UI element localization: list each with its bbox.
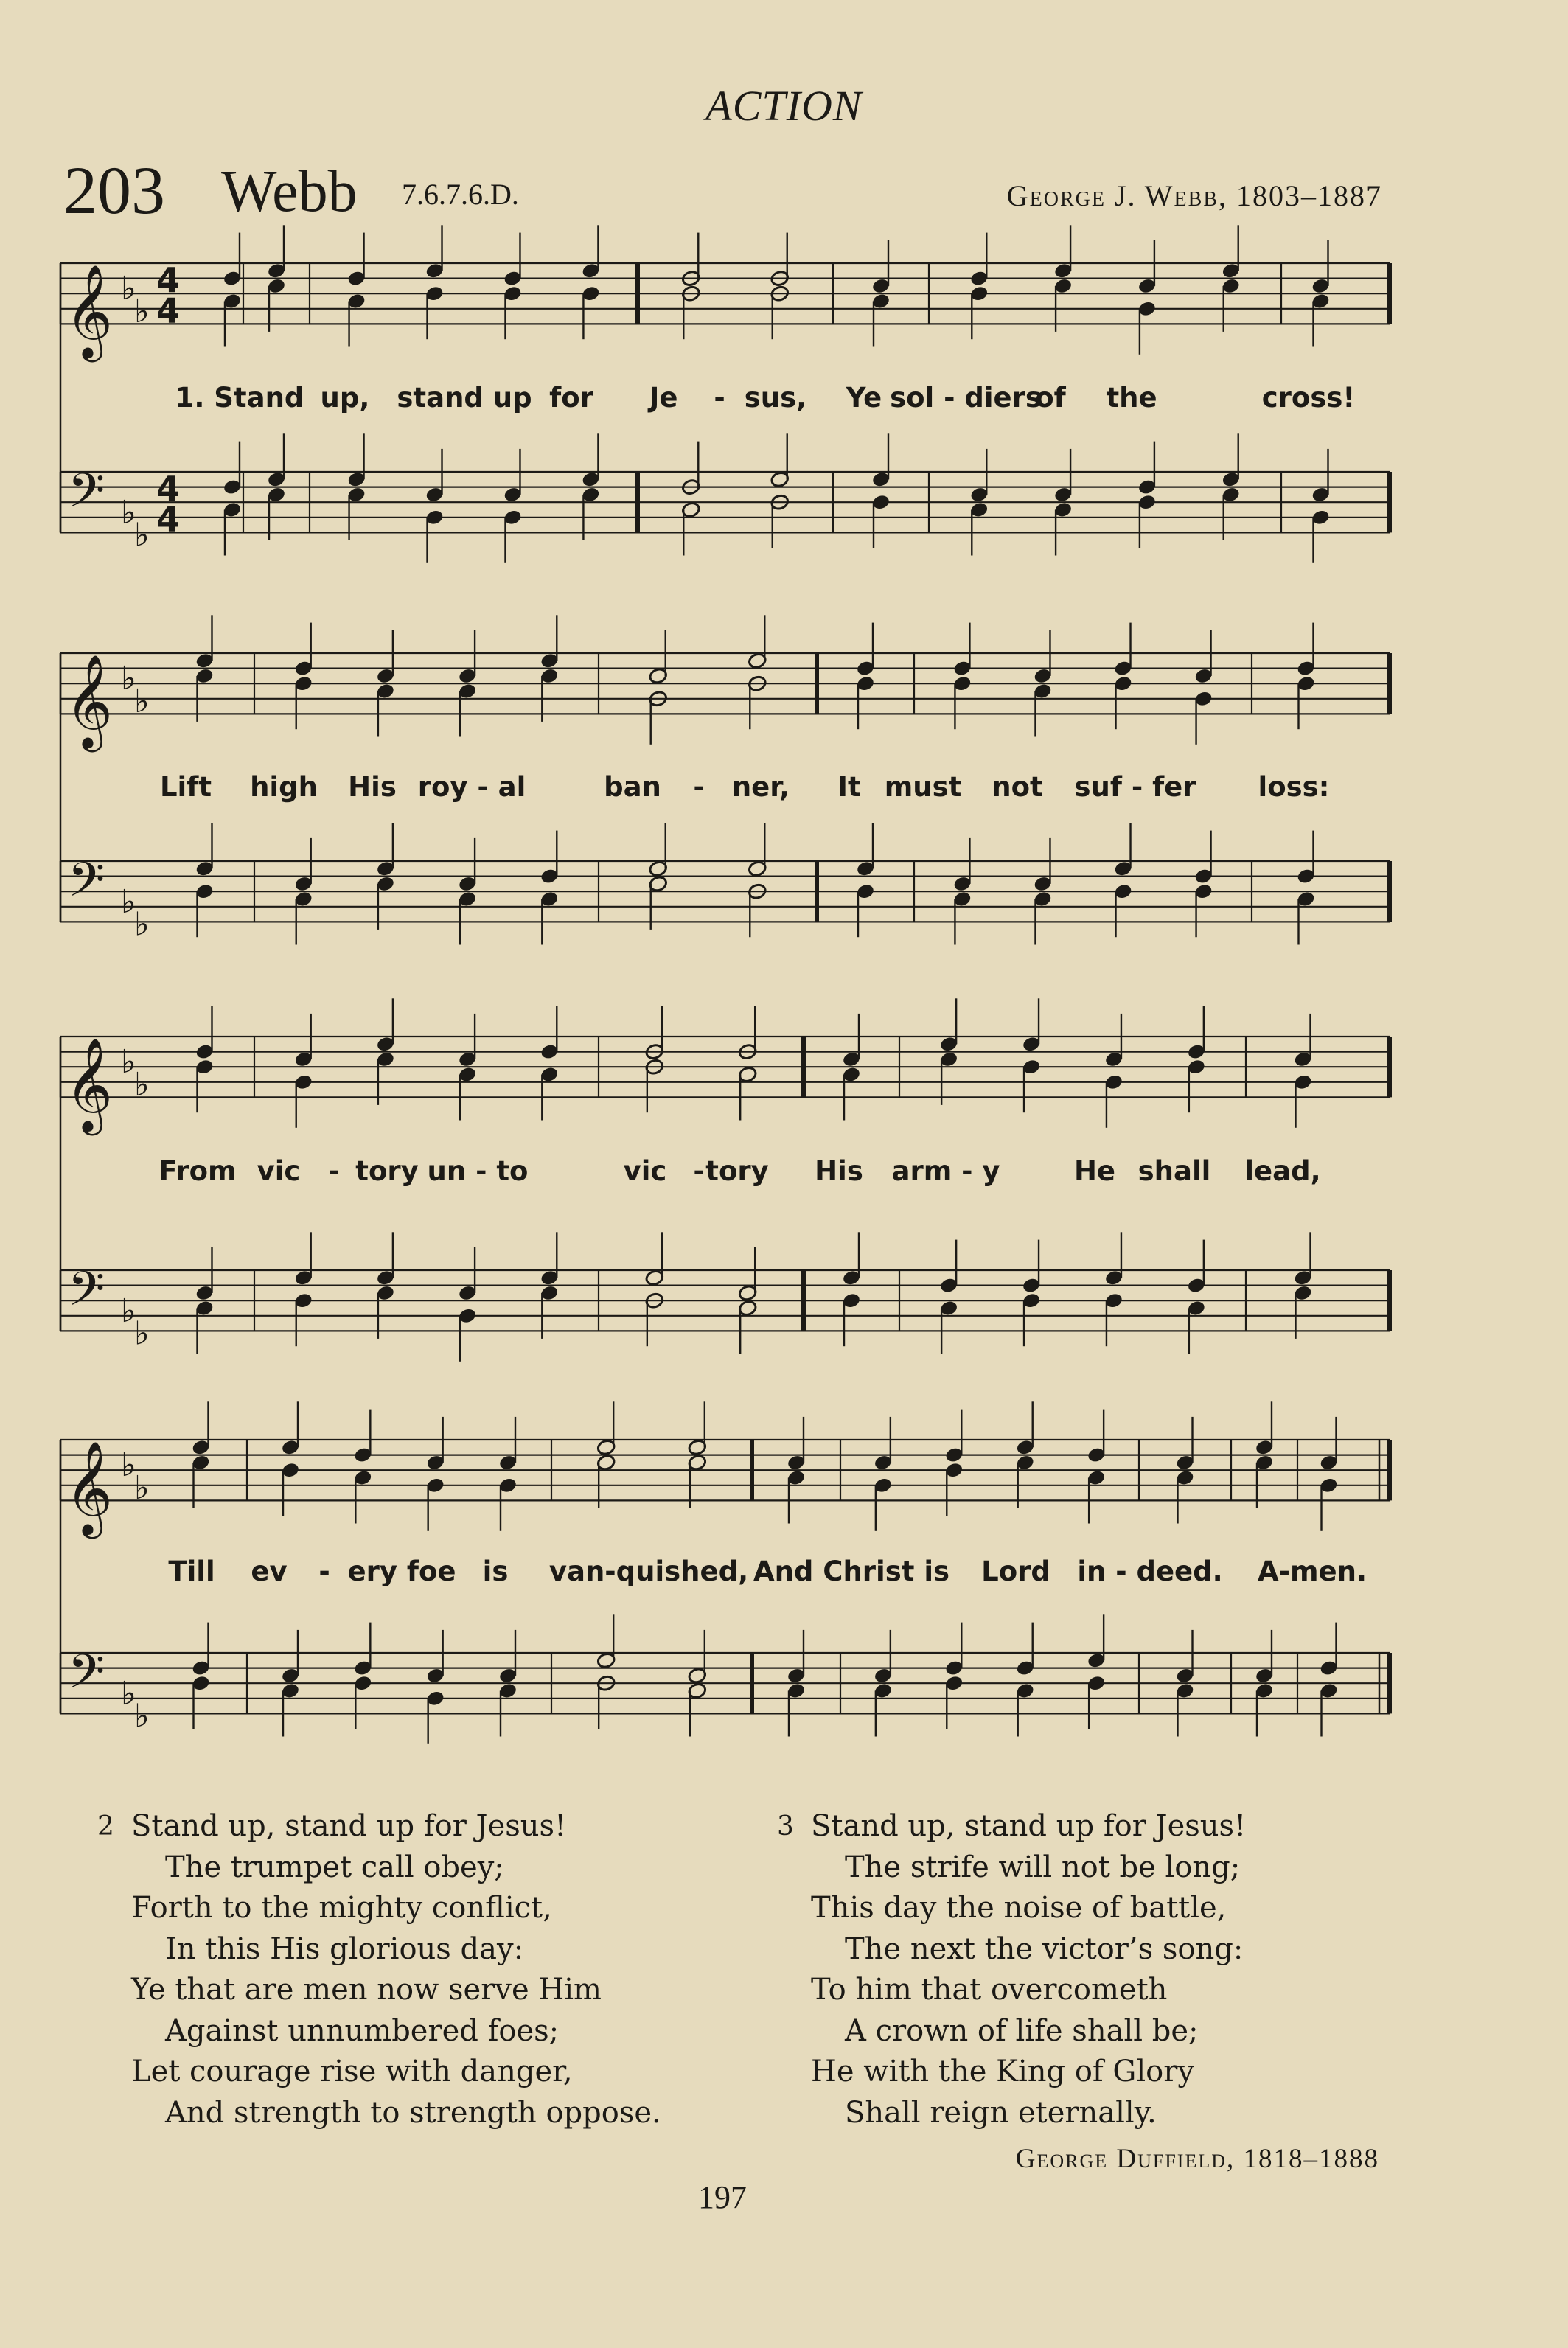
lyric-syllable: ner,: [731, 771, 790, 803]
flat-icon: ♭: [121, 493, 136, 532]
verse-line: And strength to strength oppose.: [165, 2095, 661, 2130]
flat-icon: ♭: [134, 905, 150, 944]
lyric-syllable: sol - diers: [890, 382, 1042, 414]
lyric-syllable: stand up: [397, 382, 532, 414]
lyric-syllable: cross!: [1261, 382, 1356, 414]
lyric-syllable: ery foe: [347, 1556, 456, 1587]
verse-2: [97, 1806, 795, 2133]
lyric-syllable: Je: [649, 382, 678, 414]
lyric-syllable: roy - al: [417, 771, 526, 803]
verse-line: A crown of life shall be;: [845, 2013, 1199, 2048]
section-heading: ACTION: [705, 82, 863, 130]
lyric-syllable: Ye: [846, 382, 882, 414]
lyric-syllable: -: [318, 1556, 330, 1587]
flat-icon: ♭: [121, 270, 136, 308]
lyric-syllable: He: [1073, 1155, 1116, 1187]
time-signature: 4: [156, 499, 181, 540]
bass-clef-icon: 𝄢: [68, 1261, 105, 1328]
lyric-syllable: un - to: [427, 1155, 529, 1187]
verse-line: He with the King of Glory: [811, 2055, 1194, 2089]
bass-clef-icon: 𝄢: [68, 852, 105, 919]
flat-icon: ♭: [121, 660, 136, 698]
flat-icon: ♭: [134, 1469, 150, 1508]
tune-name: Webb: [221, 159, 358, 224]
lyric-syllable: Lift: [159, 771, 212, 803]
lyric-syllable: in - deed.: [1077, 1556, 1223, 1587]
lyric-syllable: ev: [251, 1556, 288, 1587]
verse-line: Forth to the mighty conflict,: [131, 1891, 552, 1925]
treble-clef-icon: 𝄞: [65, 263, 114, 358]
verse-line: This day the noise of battle,: [811, 1891, 1227, 1925]
lyric-syllable: van-quished,: [548, 1556, 749, 1587]
lyric-syllable: vic: [623, 1155, 667, 1187]
lyric-syllable: tory: [355, 1155, 419, 1187]
lyric-syllable: vic: [257, 1155, 301, 1187]
time-signature: 4: [156, 260, 181, 301]
lyric-syllable: -: [693, 771, 705, 803]
verse-line: The strife will not be long;: [845, 1850, 1241, 1884]
verse-line: To him that overcometh: [811, 1973, 1168, 2007]
bass-clef-icon: 𝄢: [68, 463, 105, 530]
lyric-syllable: is: [482, 1556, 509, 1587]
lyric-syllable: A-men.: [1257, 1556, 1367, 1587]
lyric-syllable: -: [714, 382, 725, 414]
flat-icon: ♭: [121, 1043, 136, 1081]
verse-line: Stand up, stand up for Jesus!: [811, 1809, 1247, 1843]
flat-icon: ♭: [134, 1314, 150, 1353]
lyric-syllable: Till: [168, 1556, 215, 1587]
verse-line: The trumpet call obey;: [165, 1850, 504, 1884]
verse-line: In this His glorious day:: [165, 1931, 524, 1966]
verse-line: Shall reign eternally.: [845, 2095, 1157, 2130]
verse-line: Against unnumbered foes;: [165, 2013, 560, 2048]
lyric-syllable: high: [250, 771, 318, 803]
lyric-syllable: It: [837, 771, 861, 803]
flat-icon: ♭: [134, 516, 150, 554]
treble-clef-icon: 𝄞: [65, 653, 114, 748]
verse-3: [777, 1806, 1474, 2133]
lyric-syllable: tory: [705, 1155, 769, 1187]
verse-line: The next the victor’s song:: [845, 1931, 1244, 1966]
flat-icon: ♭: [121, 1674, 136, 1713]
page-number: 197: [698, 2179, 747, 2215]
lyric-syllable: shall: [1137, 1155, 1211, 1187]
flat-icon: ♭: [121, 1292, 136, 1330]
lyric-syllable: suf - fer: [1074, 771, 1196, 803]
verse-number: 2: [97, 1811, 114, 1842]
meter: 7.6.7.6.D.: [402, 178, 519, 211]
flat-icon: ♭: [134, 293, 150, 331]
lyric-syllable: His: [348, 771, 397, 803]
lyric-syllable: sus,: [744, 382, 807, 414]
lyric-syllable: the: [1106, 382, 1157, 414]
treble-clef-icon: 𝄞: [65, 1440, 114, 1535]
time-signature: 4: [156, 290, 181, 331]
treble-clef-icon: 𝄞: [65, 1037, 114, 1132]
lyric-syllable: arm - y: [891, 1155, 1000, 1187]
lyric-syllable: From: [158, 1155, 237, 1187]
verse-number: 3: [777, 1811, 794, 1842]
hymn-number: 203: [63, 153, 165, 228]
lyric-syllable: loss:: [1258, 771, 1330, 803]
lyric-syllable: -: [693, 1155, 705, 1187]
lyric-syllable: 1. Stand: [175, 382, 304, 414]
lyric-syllable: lead,: [1244, 1155, 1321, 1187]
flat-icon: ♭: [134, 1066, 150, 1104]
author-credit: George Duffield, 1818–1888: [1015, 2144, 1379, 2174]
lyric-syllable: up,: [320, 382, 370, 414]
bass-clef-icon: 𝄢: [68, 1644, 105, 1711]
flat-icon: ♭: [121, 1446, 136, 1485]
lyric-syllable: must: [884, 771, 962, 803]
time-signature: 4: [156, 469, 181, 509]
lyric-syllable: -: [328, 1155, 340, 1187]
lyric-syllable: ban: [604, 771, 661, 803]
lyric-syllable: of: [1035, 382, 1066, 414]
flat-icon: ♭: [134, 683, 150, 721]
lyric-syllable: Lord: [981, 1556, 1050, 1587]
verse-line: Stand up, stand up for Jesus!: [131, 1809, 567, 1843]
lyric-syllable: not: [992, 771, 1043, 803]
verse-line: Let courage rise with danger,: [131, 2055, 573, 2089]
lyric-syllable: And Christ is: [753, 1556, 950, 1587]
verse-line: Ye that are men now serve Him: [131, 1973, 602, 2007]
composer-credit: George J. Webb, 1803–1887: [1006, 179, 1382, 212]
lyric-syllable: His: [815, 1155, 863, 1187]
flat-icon: ♭: [121, 882, 136, 921]
flat-icon: ♭: [134, 1697, 150, 1735]
lyric-syllable: for: [549, 382, 593, 414]
